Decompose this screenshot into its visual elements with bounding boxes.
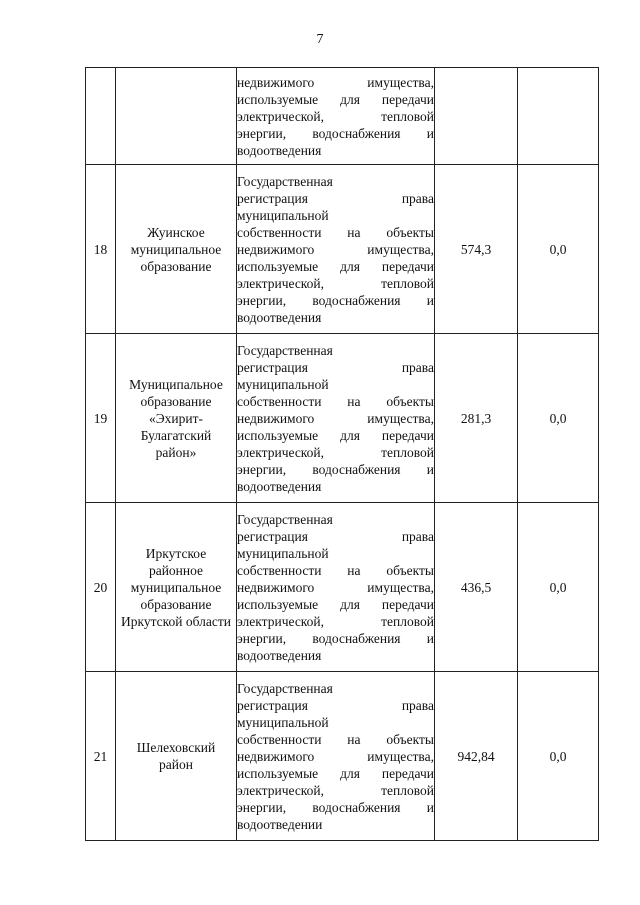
description-line: Государственная: [237, 511, 333, 527]
description-line: недвижимого имущества,: [237, 74, 434, 90]
municipality-cell: [116, 503, 237, 672]
value-cell: [518, 68, 599, 165]
description-line: Государственная: [237, 680, 333, 696]
description-line: регистрация права: [237, 190, 434, 206]
description-cell: [237, 68, 435, 165]
table-row: [86, 334, 599, 503]
amount-cell: 574,3: [435, 165, 518, 334]
description-line: собственности на объекты: [237, 731, 434, 747]
description-line: муниципальной: [237, 714, 329, 730]
description-line: энергии, водоснабжения и: [237, 630, 434, 646]
description-line: энергии, водоснабжения и: [237, 125, 434, 141]
description-line: используемые для передачи: [237, 427, 434, 443]
amount-cell: [435, 68, 518, 165]
table-row: [86, 165, 599, 334]
municipality-cell: [116, 334, 237, 503]
municipality-cell: [116, 672, 237, 841]
description-line: муниципальной: [237, 545, 329, 561]
description-line: регистрация права: [237, 359, 434, 375]
description-line: электрической, тепловой: [237, 444, 434, 460]
municipality-name: Жуинское муниципальное образование: [130, 224, 222, 274]
description-line: собственности на объекты: [237, 393, 434, 409]
description-line: недвижимого имущества,: [237, 241, 434, 257]
description-line: используемые для передачи: [237, 91, 434, 107]
description-line: водоотведения: [237, 309, 322, 325]
description-cell: [237, 503, 435, 672]
description-line: используемые для передачи: [237, 258, 434, 274]
table-row: [86, 672, 599, 841]
description-cell: [237, 672, 435, 841]
municipality-name: Муниципальное образование «Эхирит-Булагатский район»: [129, 376, 223, 460]
row-number-cell: 20: [86, 503, 116, 672]
amount-cell: 942,84: [435, 672, 518, 841]
row-number-cell: [86, 68, 116, 165]
description-line: электрической, тепловой: [237, 108, 434, 124]
description-line: недвижимого имущества,: [237, 748, 434, 764]
value-cell: 0,0: [518, 334, 599, 503]
description-line: электрической, тепловой: [237, 613, 434, 629]
page-number: 7: [316, 32, 324, 47]
municipality-name: Иркутское районное муниципальное образование Иркутской области: [120, 545, 232, 629]
description-line: муниципальной: [237, 207, 329, 223]
description-line: водоотведения: [237, 478, 322, 494]
value-cell: 0,0: [518, 672, 599, 841]
amount-cell: 436,5: [435, 503, 518, 672]
description-line: регистрация права: [237, 697, 434, 713]
row-number-cell: 18: [86, 165, 116, 334]
description-line: электрической, тепловой: [237, 275, 434, 291]
description-line: муниципальной: [237, 376, 329, 392]
description-line: электрической, тепловой: [237, 782, 434, 798]
value-cell: 0,0: [518, 503, 599, 672]
description-line: водоотведения: [237, 142, 322, 158]
description-line: водоотведения: [237, 647, 322, 663]
municipality-cell: [116, 68, 237, 165]
amount-cell: 281,3: [435, 334, 518, 503]
description-line: собственности на объекты: [237, 224, 434, 240]
description-line: Государственная: [237, 173, 333, 189]
value-cell: 0,0: [518, 165, 599, 334]
table-row-continuation: [86, 68, 599, 165]
description-cell: [237, 334, 435, 503]
description-line: энергии, водоснабжения и: [237, 292, 434, 308]
description-line: регистрация права: [237, 528, 434, 544]
description-line: собственности на объекты: [237, 562, 434, 578]
table-row: [86, 503, 599, 672]
registry-table: [85, 67, 599, 841]
municipality-cell: [116, 165, 237, 334]
municipality-name: Шелеховский район: [136, 740, 216, 772]
description-line: используемые для передачи: [237, 765, 434, 781]
description-line: энергии, водоснабжения и: [237, 461, 434, 477]
description-line: энергии, водоснабжения и: [237, 799, 434, 815]
description-line: используемые для передачи: [237, 596, 434, 612]
row-number-cell: 19: [86, 334, 116, 503]
description-line: Государственная: [237, 342, 333, 358]
description-cell: [237, 165, 435, 334]
row-number-cell: 21: [86, 672, 116, 841]
description-line: недвижимого имущества,: [237, 410, 434, 426]
description-line: водоотведении: [237, 816, 323, 832]
description-line: недвижимого имущества,: [237, 579, 434, 595]
